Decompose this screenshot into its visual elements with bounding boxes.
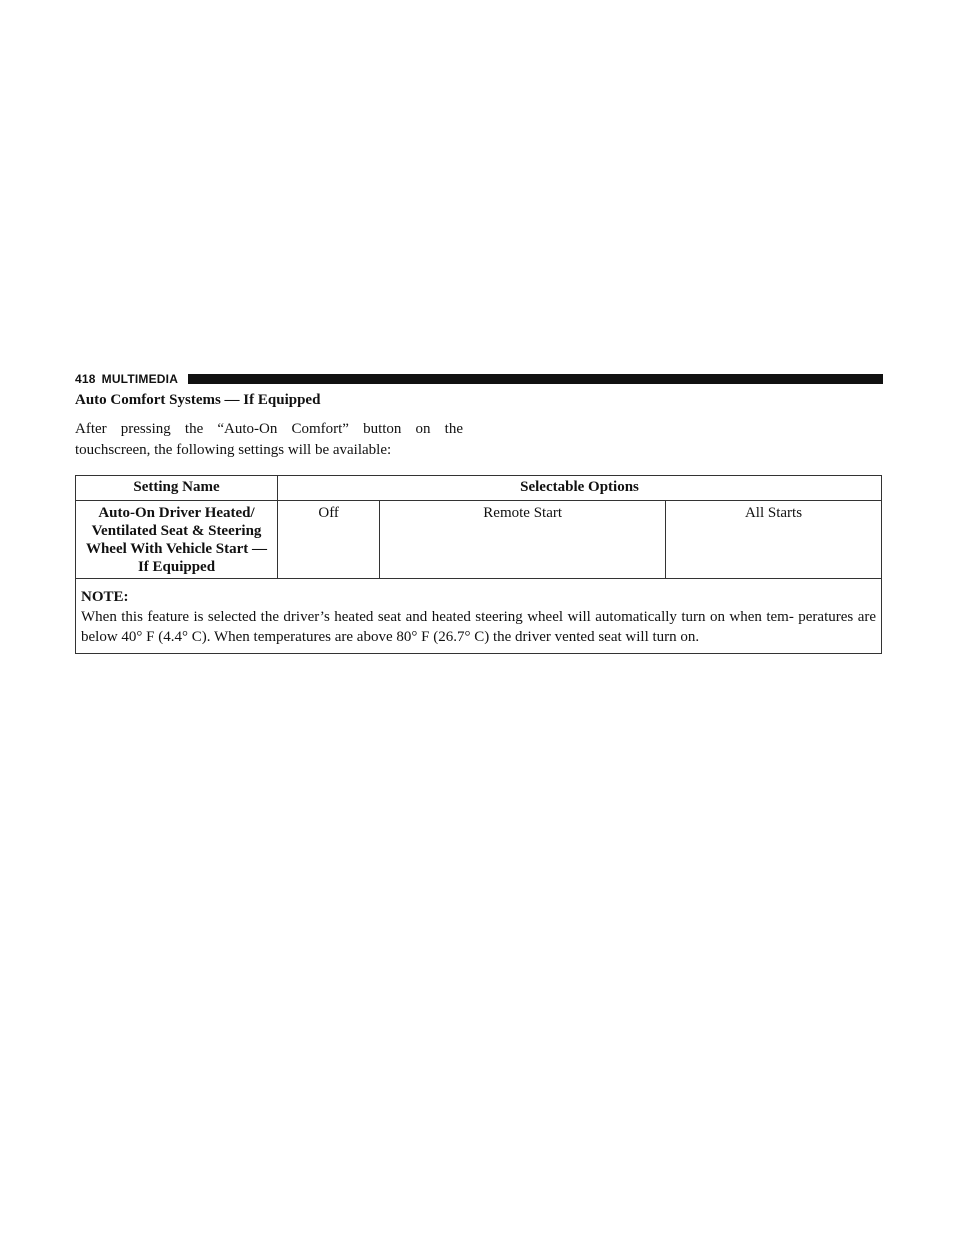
page-header bbox=[75, 370, 883, 388]
note-text: When this feature is selected the driver’s heated seat and heated steering wheel will automatically turn on when tem- peratures are below 40° F (4.4° C). When temperatures are above 80° F (26.7° C) the driver vented seat will turn on. bbox=[81, 609, 876, 645]
settings-table bbox=[75, 475, 882, 654]
option-off: Off bbox=[278, 501, 380, 579]
header-selectable-options: Selectable Options bbox=[278, 476, 882, 501]
note-row bbox=[76, 579, 882, 654]
header-rule bbox=[188, 374, 883, 384]
option-all-starts: All Starts bbox=[666, 501, 882, 579]
note-label: NOTE: bbox=[81, 589, 129, 605]
note-cell bbox=[76, 579, 882, 654]
page-number: 418 bbox=[75, 372, 96, 386]
section-title: Auto Comfort Systems — If Equipped bbox=[75, 392, 321, 408]
option-remote-start: Remote Start bbox=[380, 501, 666, 579]
intro-paragraph: After pressing the “Auto-On Comfort” button on the touchscreen, the following settings will be available: bbox=[75, 421, 463, 458]
setting-name-cell: Auto-On Driver Heated/ Ventilated Seat & Steering Wheel With Vehicle Start — If Equipped bbox=[76, 501, 278, 579]
table-row bbox=[76, 501, 882, 579]
table-header-row bbox=[76, 476, 882, 501]
section-name: MULTIMEDIA bbox=[101, 372, 179, 386]
header-setting-name: Setting Name bbox=[76, 476, 278, 501]
